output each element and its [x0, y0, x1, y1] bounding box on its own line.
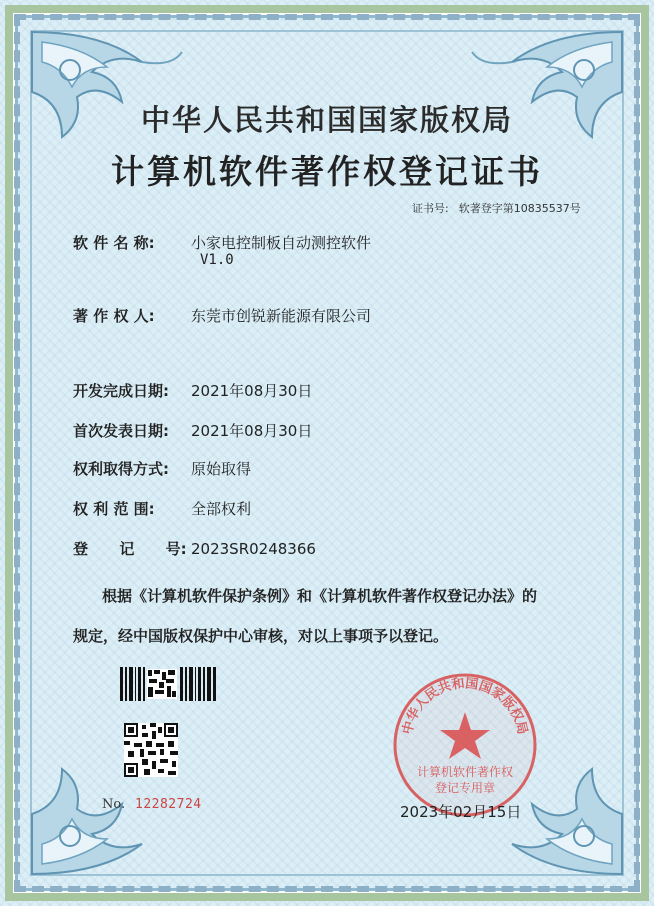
field-label: 权 利 范 围: — [73, 500, 155, 518]
seal-outer-text: 中华人民共和国国家版权局 — [400, 676, 530, 736]
field-label: 著 作 权 人: — [73, 307, 155, 325]
issue-date: 2023年02月15日 — [400, 803, 522, 821]
field-value: 原始取得 — [191, 460, 252, 478]
field-registration-no — [73, 538, 316, 559]
serial-label: No. — [102, 797, 126, 812]
issuing-authority: 中华人民共和国国家版权局 — [140, 103, 513, 137]
barcode-icon — [120, 667, 218, 701]
certificate-number — [412, 200, 581, 216]
field-value: 东莞市创锐新能源有限公司 — [191, 307, 372, 325]
field-value: 2021年08月30日 — [191, 382, 313, 400]
serial-number: 12282724 — [135, 797, 202, 812]
field-label: 登 记 号: — [73, 540, 187, 558]
field-copyright-owner — [73, 305, 371, 326]
field-value: 2023SR0248366 — [191, 540, 316, 558]
qr-code-icon — [124, 723, 178, 777]
certificate-number-value: 软著登字第10835537号 — [458, 202, 581, 215]
field-software-name — [73, 232, 371, 253]
field-acquisition-method — [73, 458, 251, 479]
field-value: 2021年08月30日 — [191, 422, 313, 440]
field-value: 小家电控制板自动测控软件 — [191, 234, 372, 252]
field-label: 软 件 名 称: — [73, 234, 155, 252]
field-dev-complete-date — [73, 380, 312, 401]
field-value: 全部权利 — [191, 500, 252, 518]
official-seal-icon — [390, 670, 540, 820]
field-label: 开发完成日期: — [73, 382, 169, 400]
seal-inner-line-1: 计算机软件著作权 — [416, 765, 514, 779]
seal-inner-line-2: 登记专用章 — [434, 781, 496, 795]
field-rights-scope — [73, 498, 251, 519]
certificate-number-label: 证书号: — [412, 202, 449, 215]
declaration-line-1: 根据《计算机软件保护条例》和《计算机软件著作权登记办法》的 — [102, 587, 538, 605]
declaration-line-2: 规定，经中国版权保护中心审核，对以上事项予以登记。 — [73, 627, 449, 645]
field-first-publish-date — [73, 420, 312, 441]
field-label: 首次发表日期: — [73, 422, 169, 440]
field-label: 权利取得方式: — [73, 460, 169, 478]
software-version: V1.0 — [200, 252, 234, 268]
certificate-title: 计算机软件著作权登记证书 — [111, 152, 543, 191]
